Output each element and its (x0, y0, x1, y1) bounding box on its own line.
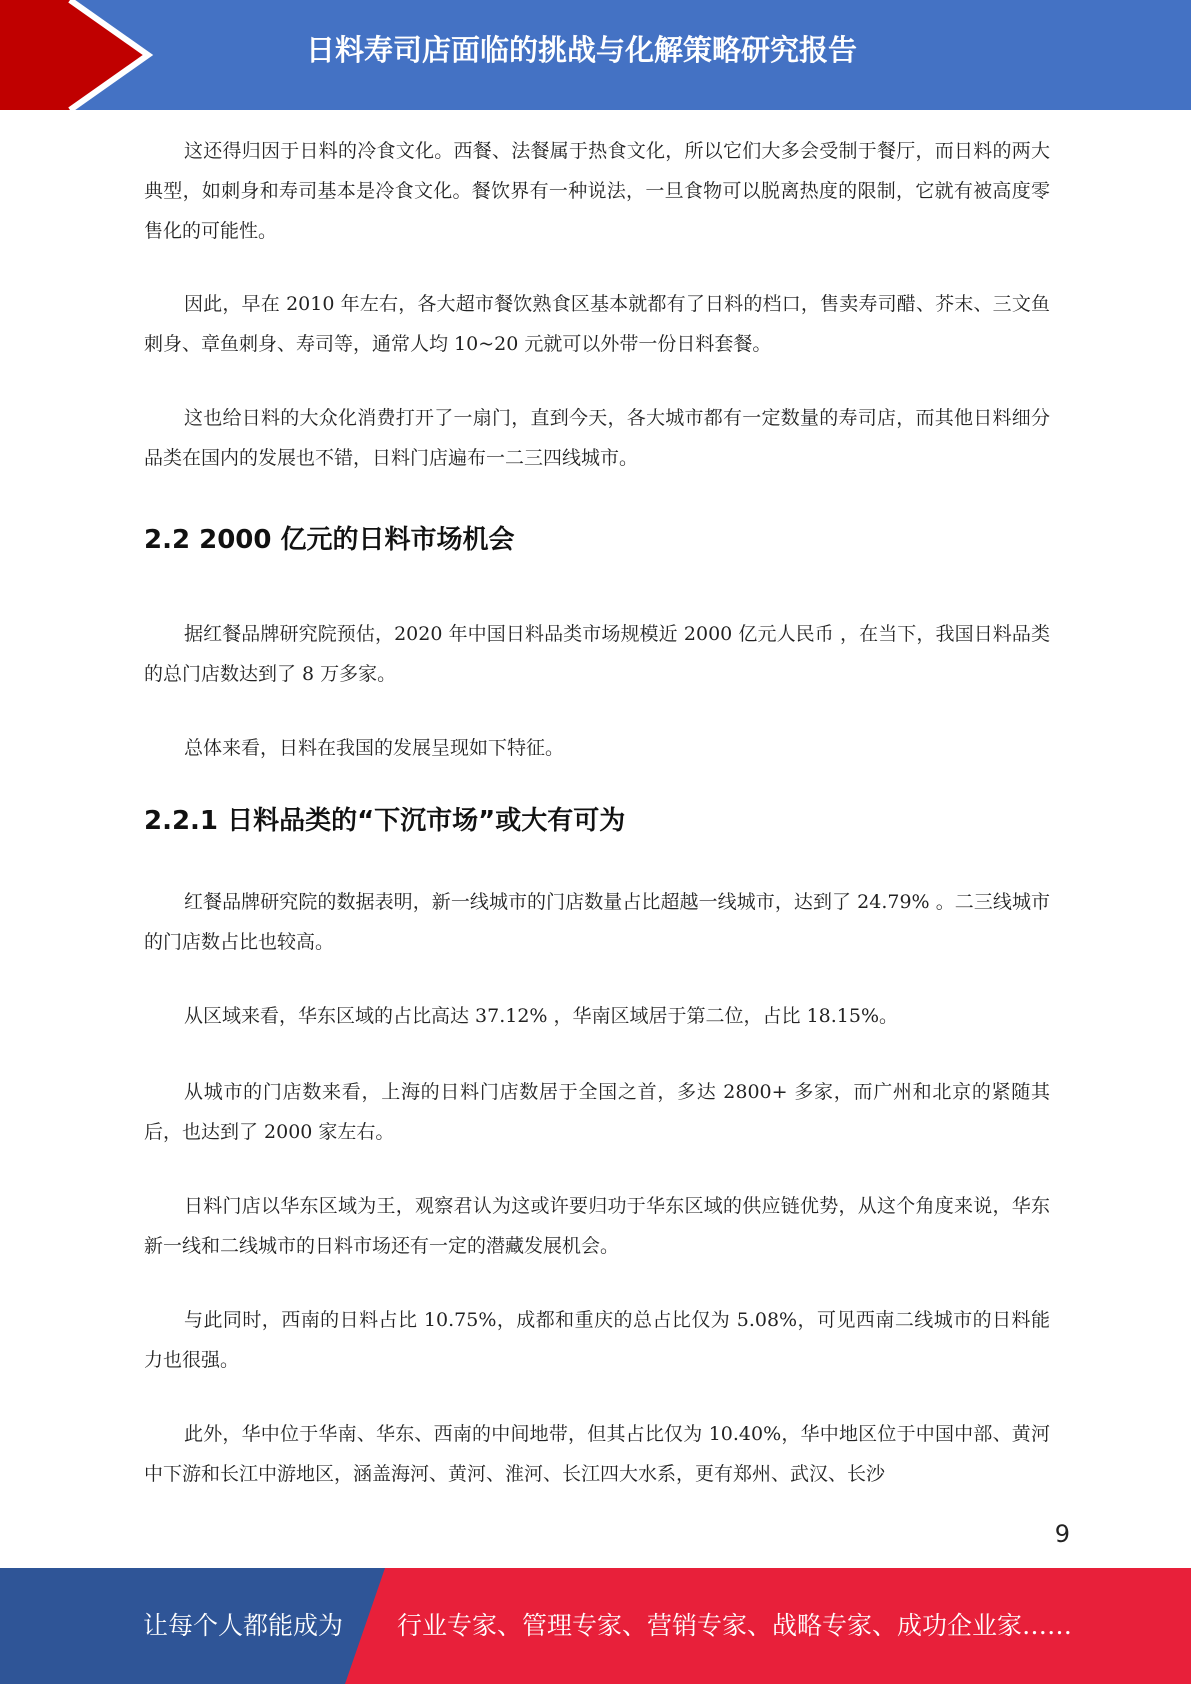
paragraph-new-tier1-cities: 红餐品牌研究院的数据表明，新一线城市的门店数量占比超越一线城市，达到了 24.79% 。二三线城市的门店数占比也较高。 (144, 891, 1050, 953)
section-heading-2-2: 2.2 2000 亿元的日料市场机会 (144, 525, 515, 555)
paragraph-southwest-share: 与此同时，西南的日料占比 10.75%，成都和重庆的总占比仅为 5.08%，可见西南二线城市的日料能力也很强。 (144, 1309, 1050, 1371)
footer-slogan-right: 行业专家、管理专家、营销专家、战略专家、成功企业家…… (397, 1611, 1073, 1640)
page-number: 9 (1054, 1520, 1070, 1548)
paragraph-east-china-advantage: 日料门店以华东区域为王，观察君认为这或许要归功于华东区域的供应链优势，从这个角度来说，华东新一线和二线城市的日料市场还有一定的潜藏发展机会。 (144, 1195, 1050, 1257)
page-footer (0, 1568, 1191, 1684)
report-title: 日料寿司店面临的挑战与化解策略研究报告 (306, 33, 858, 67)
paragraph-overall-features: 总体来看，日料在我国的发展呈现如下特征。 (184, 737, 565, 759)
paragraph-supermarket-counters: 因此，早在 2010 年左右，各大超市餐饮熟食区基本就都有了日料的档口，售卖寿司醋、芥末、三文鱼刺身、章鱼刺身、寿司等，通常人均 10~20 元就可以外带一份日料套餐。 (144, 293, 1050, 355)
paragraph-cold-food-culture: 这还得归因于日料的冷食文化。西餐、法餐属于热食文化，所以它们大多会受制于餐厅，而日料的两大典型，如刺身和寿司基本是冷食文化。餐饮界有一种说法，一旦食物可以脱离热度的限制，它就有被高度零售化的可能性。 (144, 140, 1050, 242)
footer-slogan-left: 让每个人都能成为 (143, 1611, 344, 1640)
paragraph-mass-consumption: 这也给日料的大众化消费打开了一扇门，直到今天，各大城市都有一定数量的寿司店，而其他日料细分品类在国内的发展也不错，日料门店遍布一二三四线城市。 (144, 407, 1050, 469)
page-header (0, 0, 1191, 110)
section-heading-2-2-1: 2.2.1 日料品类的“下沉市场”或大有可为 (144, 806, 626, 836)
paragraph-market-size: 据红餐品牌研究院预估，2020 年中国日料品类市场规模近 2000 亿元人民币 ，在当下，我国日料品类的总门店数达到了 8 万多家。 (144, 623, 1050, 685)
paragraph-central-china: 此外，华中位于华南、华东、西南的中间地带，但其占比仅为 10.40%，华中地区位于中国中部、黄河中下游和长江中游地区，涵盖海河、黄河、淮河、长江四大水系，更有郑州、武汉、长沙 (144, 1423, 1050, 1485)
paragraph-regional-share: 从区域来看，华东区域的占比高达 37.12% ，华南区域居于第二位，占比 18.15%。 (184, 1005, 899, 1027)
paragraph-city-store-counts: 从城市的门店数来看，上海的日料门店数居于全国之首，多达 2800+ 多家，而广州和北京的紧随其后，也达到了 2000 家左右。 (144, 1081, 1050, 1143)
